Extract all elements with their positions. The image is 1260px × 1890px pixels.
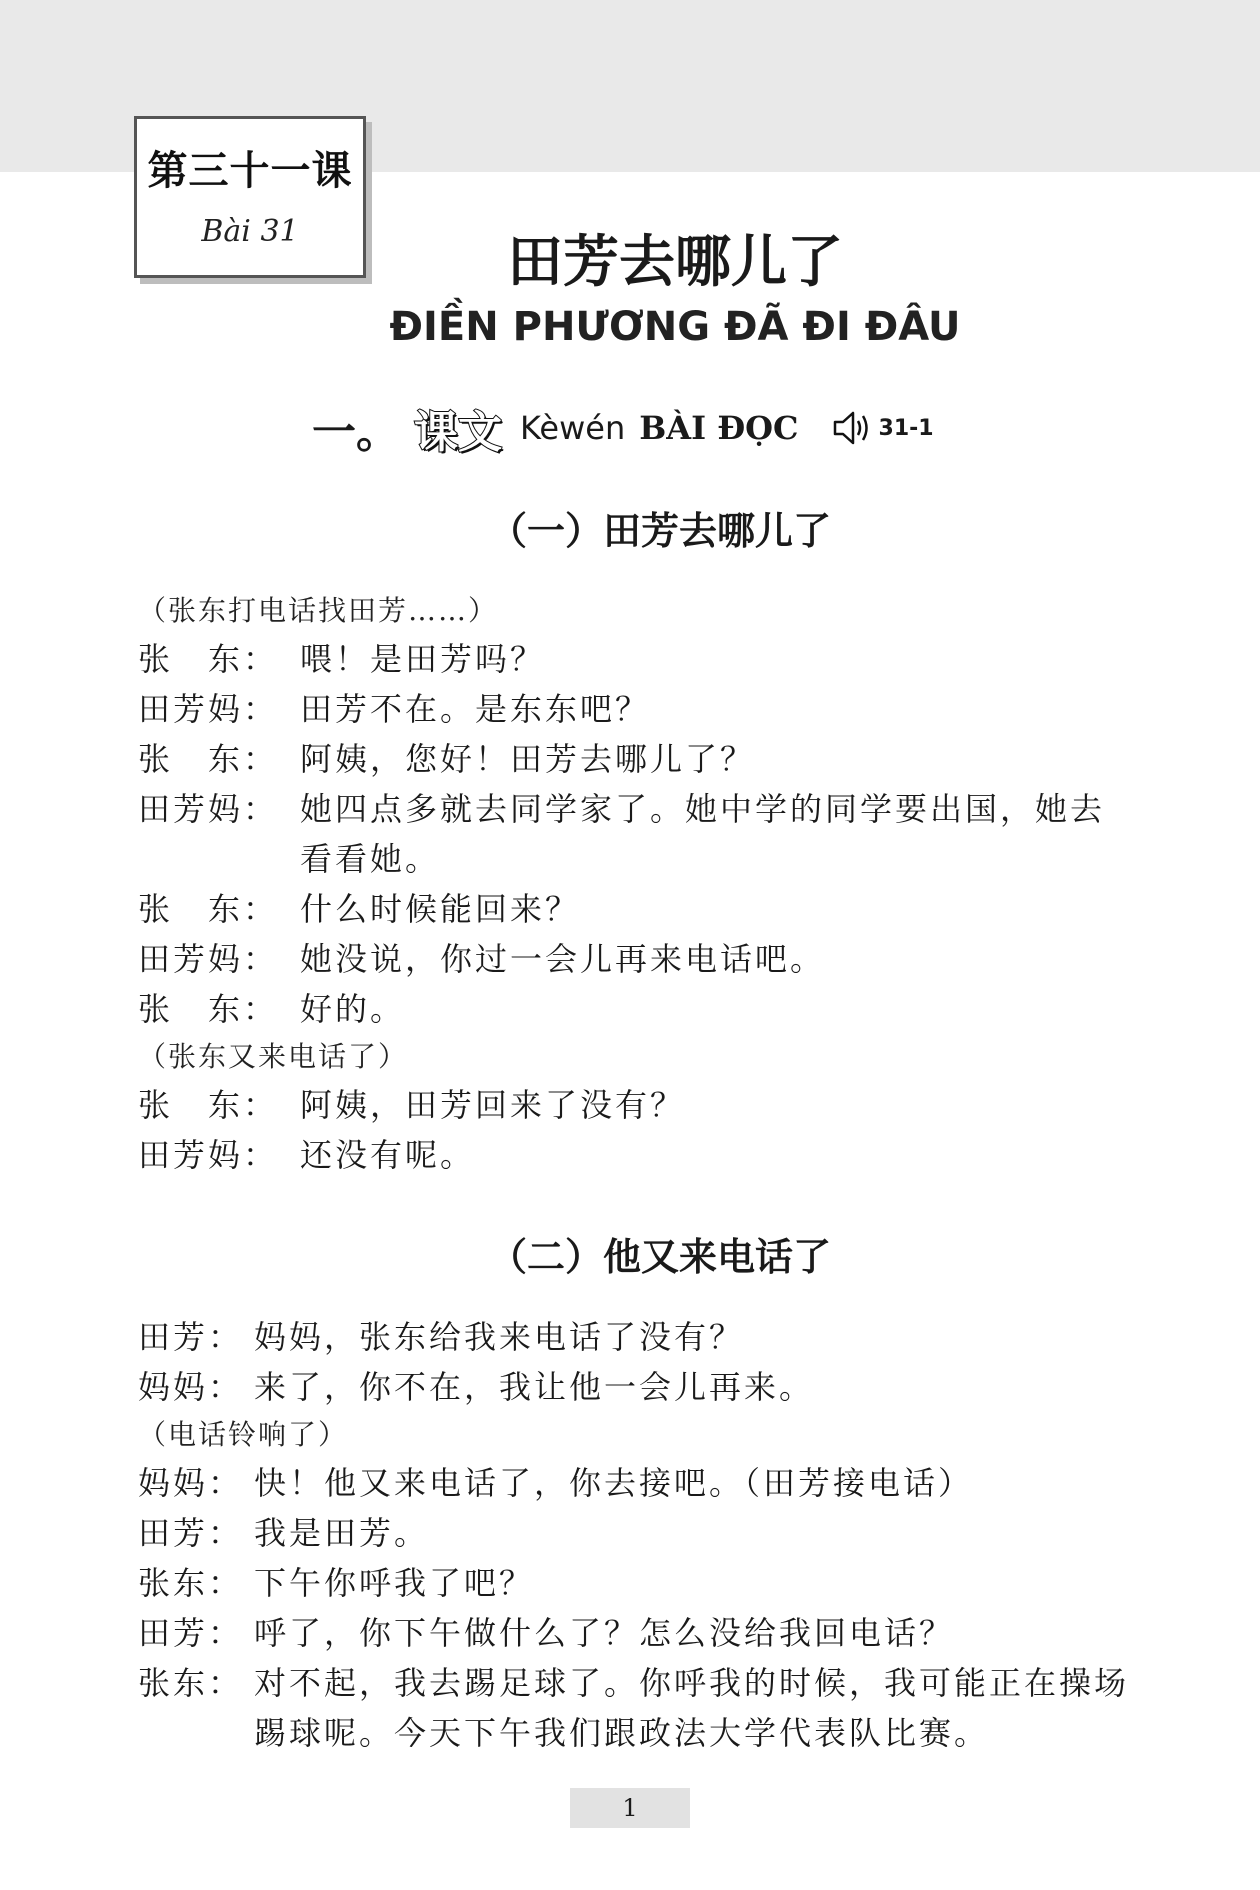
section-heading [312,398,934,458]
speaker: 妈妈： [138,1368,244,1406]
lesson-number-cn: 第三十一课 [147,148,353,194]
utterance: 来了，你不在，我让他一会儿再来。 [254,1368,815,1406]
section-numeral: 一。 [312,407,400,458]
utterance: 对不起，我去踢足球了。你呼我的时候，我可能正在操场踢球呢。今天下午我们跟政法大学代表队比赛。 [254,1664,1130,1752]
section-pinyin: Kèwén [520,409,626,447]
utterance: 妈妈，张东给我来电话了没有？ [254,1318,745,1356]
utterance: 下午你呼我了吧？ [254,1564,535,1602]
speaker: 田芳： [138,1614,244,1652]
speaker: 田芳妈： [138,1136,279,1174]
part1-dialog [138,588,1138,1180]
part1-heading: （一）田芳去哪儿了 [488,509,831,553]
section-name-vi: BÀI ĐỌC [639,409,799,447]
dialog-line [138,1458,1138,1508]
utterance: 她没说，你过一会儿再来电话吧。 [300,940,826,978]
speaker: 田芳妈： [138,690,279,728]
speaker-icon [831,408,875,448]
section-name-cn: 课文 [414,407,502,458]
utterance: 还没有呢。 [300,1136,476,1174]
speaker: 张 东： [138,990,279,1028]
dialog-line [138,1362,1138,1412]
dialog-line [138,684,1138,734]
speaker: 田芳妈： [138,790,279,828]
utterance: 快！他又来电话了，你去接吧。（田芳接电话） [254,1464,974,1502]
speaker: 张 东： [138,740,279,778]
page-title-cn: 田芳去哪儿了 [507,230,843,295]
lesson-number-vi: Bài 31 [201,214,299,249]
page-title-vi: ĐIỀN PHƯƠNG ĐÃ ĐI ĐÂU [389,304,961,350]
stage-direction: （张东打电话找田芳……） [138,594,499,627]
speaker: 田芳： [138,1514,244,1552]
dialog-line [138,1608,1138,1658]
page-number: 1 [570,1788,690,1828]
utterance: 我是田芳。 [254,1514,430,1552]
utterance: 喂！是田芳吗？ [300,640,546,678]
dialog-line [138,1130,1138,1180]
speaker: 张 东： [138,640,279,678]
utterance: 好的。 [300,990,406,1028]
part2-heading: （二）他又来电话了 [488,1235,831,1279]
dialog-line [138,1658,1138,1758]
dialog-line [138,1312,1138,1362]
speaker: 张 东： [138,1086,279,1124]
utterance: 什么时候能回来？ [300,890,581,928]
audio-track[interactable] [831,408,934,448]
utterance: 阿姨，您好！田芳去哪儿了？ [300,740,756,778]
speaker: 张东： [138,1664,244,1702]
speaker: 张东： [138,1564,244,1602]
dialog-line [138,934,1138,984]
dialog-line [138,884,1138,934]
dialog-line [138,784,1138,884]
speaker: 田芳妈： [138,940,279,978]
dialog-line [138,1080,1138,1130]
dialog-line [138,984,1138,1034]
stage-direction: （张东又来电话了） [138,1040,409,1073]
stage-direction: （电话铃响了） [138,1418,349,1451]
dialog-line [138,634,1138,684]
part2-dialog [138,1312,1138,1758]
dialog-line [138,1558,1138,1608]
utterance: 她四点多就去同学家了。她中学的同学要出国，她去看看她。 [300,790,1106,878]
dialog-line [138,1508,1138,1558]
dialog-line [138,734,1138,784]
audio-track-number: 31-1 [878,415,934,441]
utterance: 阿姨，田芳回来了没有？ [300,1086,686,1124]
utterance: 田芳不在。是东东吧？ [300,690,651,728]
utterance: 呼了，你下午做什么了？怎么没给我回电话？ [254,1614,955,1652]
speaker: 张 东： [138,890,279,928]
speaker: 田芳： [138,1318,244,1356]
speaker: 妈妈： [138,1464,244,1502]
